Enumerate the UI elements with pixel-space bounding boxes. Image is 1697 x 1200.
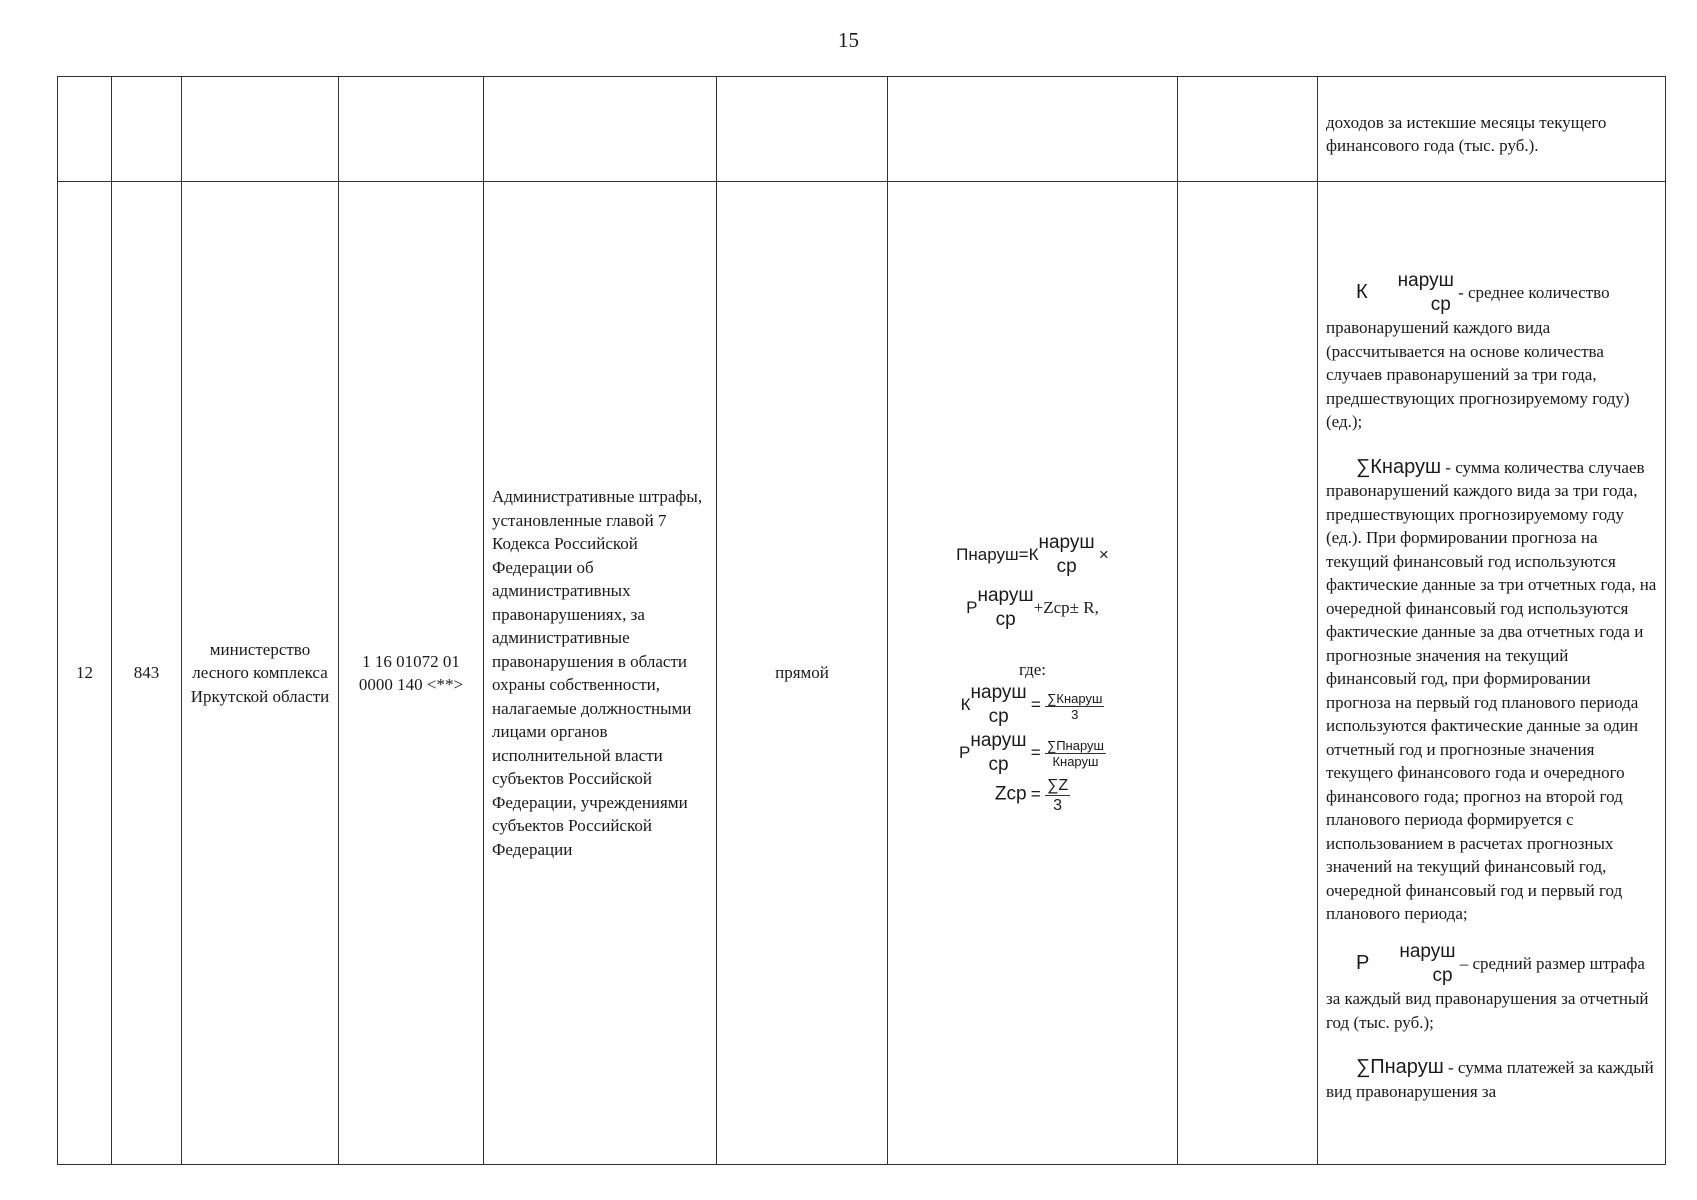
admin-code: 843 [112,182,182,1165]
fraction-k: $\frac{\text{∑Кнаруш}}{3}$ [1047,690,1103,722]
cell-income-name [484,77,717,182]
description-sum-k: ∑Кнаруш - сумма количества случаев правонарушений каждого вида за три года, предшествующих прогнозируемому году (ед.). При формировании прогноза на текущий финансовый год используются фактические данные за три отчетных года, на очередной финансовый год используются фактические данные за два отчетных года и прогнозные значения на текущий финансовый год, при формировании прогноза на первый год планового периода используются фактические данные за один отчетный год и прогнозные значения текущего финансового года и очередного финансового года; прогноз на второй год планового периода формируется с использованием в расчетах прогнозных значений на текущий финансовый год, очередной финансовый год и первый год планового периода; [1326,455,1657,924]
cell-org [182,77,339,182]
income-forecast-table [57,76,1666,1165]
table-row-12 [58,182,1666,1165]
formula-z-definition: Zср = $\frac{\sum Z}{3}$ [994,777,1069,815]
description-p-avg: Рнарушср – средний размер штрафа за каждый вид правонарушения за отчетный год (тыс. руб.); [1326,940,1649,1032]
formula-main-line2: Рнарушср+Zср± R, [966,585,1099,631]
forecast-method: прямой [717,182,888,1165]
fraction-p: $\frac{\text{∑Пнаруш}}{\text{Кнаруш}}$ [1046,738,1104,770]
formula-p-definition: Рнарушср = $\frac{\text{∑Пнаруш}}{\text{Кнаруш}}$ [959,729,1104,775]
cell-algorithm [1178,182,1318,1165]
income-name: Административные штрафы, установленные главой 7 Кодекса Российской Федерации об административных правонарушениях, за административные правонарушения в области охраны собственности, налагаемые должностными лицами органов исполнительной власти субъектов Российской Федерации, учреждениями субъектов Российской Федерации [484,182,717,1165]
cell-method [717,77,888,182]
description-k-avg: Кнарушср - среднее количество правонарушений каждого вида (рассчитывается на основе количества случаев правонарушений за три года, предшествующих прогнозируемому году) (ед.); [1326,269,1630,432]
cell-kbk [339,77,484,182]
page-number: 15 [838,28,859,52]
kbk-code: 1 16 01072 01 0000 140 <**> [339,182,484,1165]
cell-code [112,77,182,182]
formula-k-definition: Кнарушср = $\frac{\text{∑Кнаруш}}{3}$ [960,682,1103,728]
description-sum-p: ∑Пнаруш - сумма платежей за каждый вид правонарушения за [1326,1056,1654,1101]
organization-name: министерство лесного комплекса Иркутской области [182,182,339,1165]
fraction-z: $\frac{\sum Z}{3}$ [1046,777,1069,815]
table-row-continuation [58,77,1666,182]
variable-descriptions [1318,182,1666,1165]
formula-cell [888,182,1178,1165]
cell-description [1318,77,1666,182]
cell-algorithm [1178,77,1318,182]
description-text: доходов за истекшие месяцы текущего финансового года (тыс. руб.). [1326,112,1607,155]
formula-main-line1: Пнаруш=Кнарушср × [956,531,1109,577]
row-number: 12 [58,182,112,1165]
cell-num [58,77,112,182]
cell-formula [888,77,1178,182]
formula-where: где: [1018,659,1047,679]
